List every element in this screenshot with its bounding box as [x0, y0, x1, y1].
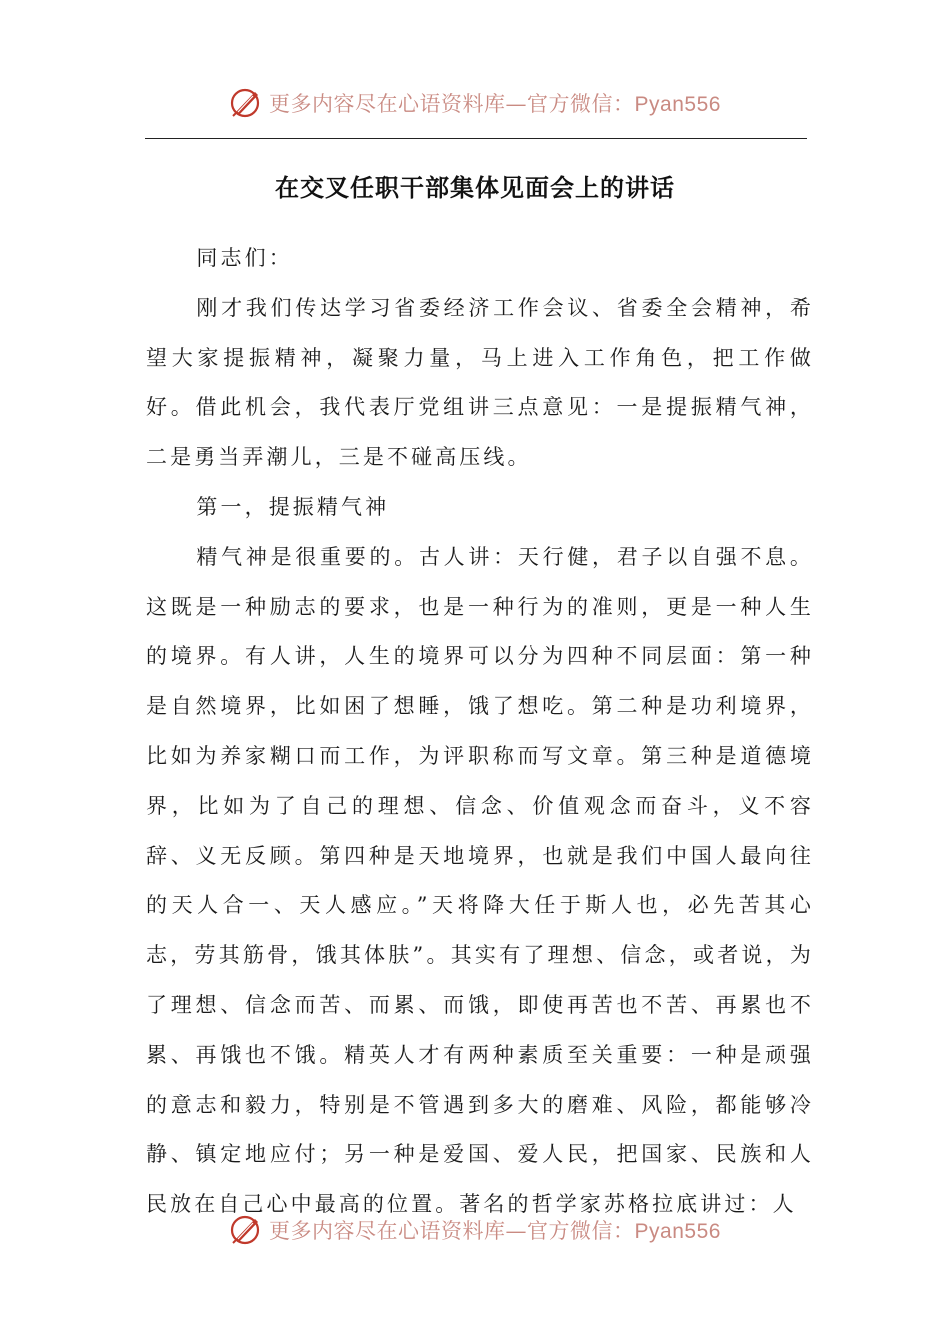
section-heading: 第一，提振精气神	[196, 494, 390, 519]
document-body	[146, 234, 814, 1230]
quill-pen-logo-icon	[229, 86, 263, 120]
header-watermark	[0, 78, 950, 128]
header-divider	[145, 138, 807, 139]
watermark-wechat-id: Pyan556	[634, 93, 721, 116]
watermark-text: 更多内容尽在心语资料库—官方微信：Pyan556	[269, 92, 721, 116]
salutation: 同志们：	[196, 246, 293, 270]
quill-pen-logo-icon	[229, 1213, 263, 1247]
footer-watermark	[0, 1205, 950, 1255]
watermark-text: 更多内容尽在心语资料库—官方微信：Pyan556	[269, 1219, 721, 1243]
document-title: 在交叉任职干部集体见面会上的讲话	[275, 174, 675, 202]
paragraph: 精气神是很重要的。古人讲：天行健，君子以自强不息。这既是一种励志的要求，也是一种行为的准则，更是一种人生的境界。有人讲，人生的境界可以分为四种不同层面：第一种是自然境界，比如困了想睡，饿了想吃。第二种是功利境界，比如为养家糊口而工作，为评职称而写文章。第三种是道德境界，比如为了自己的理想、信念、价值观念而奋斗，义不容辞、义无反顾。第四种是天地境界，也就是我们中国人最向往的天人合一、天人感应。”天将降大任于斯人也，必先苦其心志，劳其筋骨，饿其体肤”。其实有了理想、信念，或者说，为了理想、信念而苦、而累、而饿，即使再苦也不苦、再累也不累、再饿也不饿。精英人才有两种素质至关重要：一种是顽强的意志和毅力，特别是不管遇到多大的磨难、风险，都能够冷静、镇定地应付；另一种是爱国、爱人民，把国家、民族和人民放在自己心中最高的位置。著名的哲学家苏格拉底讲过：人	[146, 544, 814, 1217]
paragraph: 刚才我们传达学习省委经济工作会议、省委全会精神，希望大家提振精神，凝聚力量，马上进入工作角色，把工作做好。借此机会，我代表厅党组讲三点意见：一是提振精气神，二是勇当弄潮儿，三是不碰高压线。	[146, 295, 814, 470]
watermark-wechat-id: Pyan556	[634, 1220, 721, 1243]
